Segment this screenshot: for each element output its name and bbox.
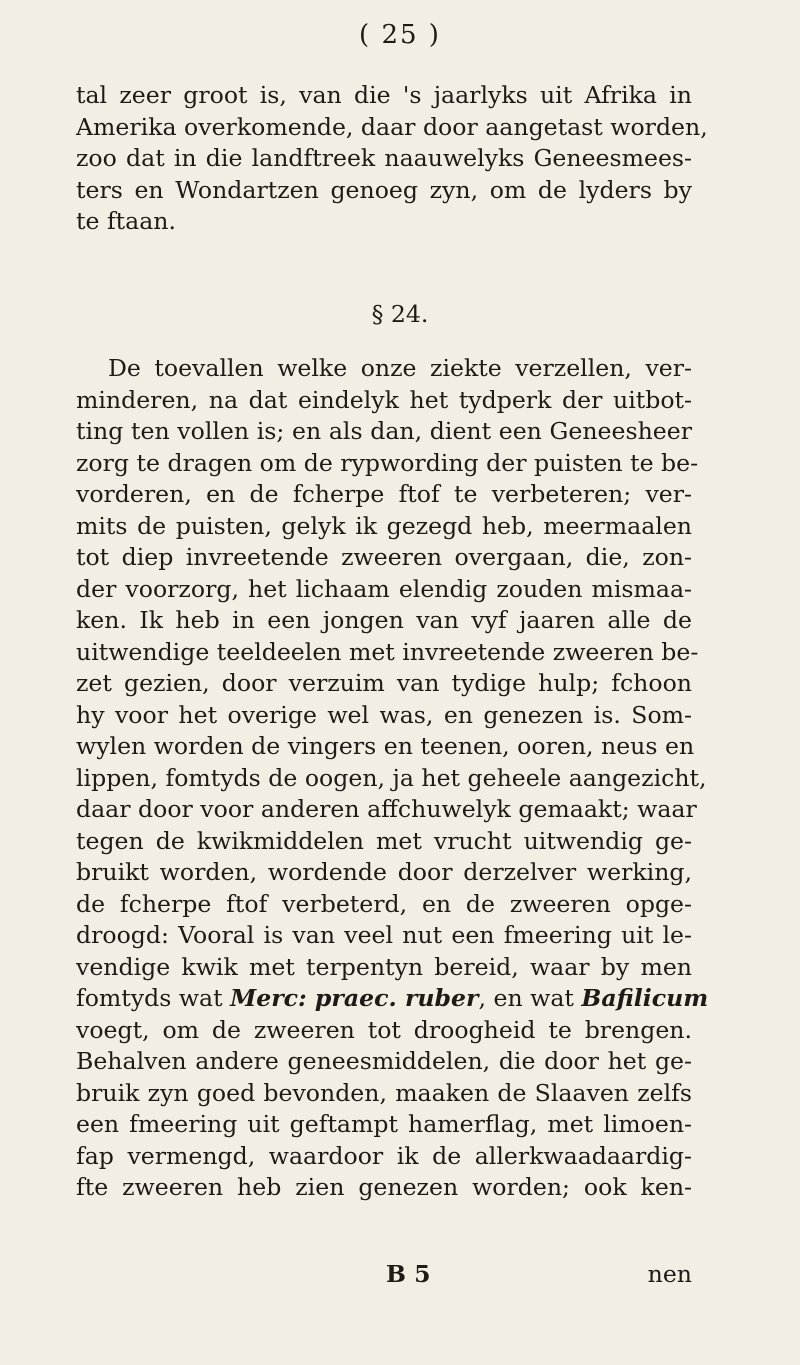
text-line: Behalven andere geneesmiddelen, die door het ge- bbox=[76, 1047, 692, 1075]
text-line: tegen de kwikmiddelen met vrucht uitwendig ge- bbox=[76, 826, 692, 855]
text-line: de fcherpe ftof verbeterd, en de zweeren opge- bbox=[76, 889, 692, 918]
page-footer bbox=[76, 1260, 692, 1292]
text-line: ters en Wondartzen genoeg zyn, om de lyders by bbox=[76, 175, 692, 204]
text-line: daar door voor anderen affchuwelyk gemaakt; waar bbox=[76, 795, 697, 823]
text-line: fap vermengd, waardoor ik de allerkwaadaardig- bbox=[76, 1141, 692, 1170]
text-line: uitwendige teeldeelen met invreetende zweeren be- bbox=[76, 637, 699, 666]
text-line: Amerika overkomende, daar door aangetast worden, bbox=[76, 112, 708, 141]
text-line: vendige kwik met terpentyn bereid, waar by men bbox=[76, 952, 692, 981]
text-line: vorderen, en de fcherpe ftof te verbeteren; ver- bbox=[76, 480, 692, 508]
text-line: zorg te dragen om de rypwording der puisten te be- bbox=[76, 448, 699, 477]
text-line: mits de puisten, gelyk ik gezegd heb, meermaalen bbox=[76, 511, 692, 540]
text-line: tot diep invreetende zweeren overgaan, die, zon- bbox=[76, 543, 692, 571]
text-line: der voorzorg, het lichaam elendig zouden mismaa- bbox=[76, 574, 692, 603]
text-line: een fmeering uit geftampt hamerflag, met limoen- bbox=[76, 1110, 692, 1138]
text-line: bruik zyn goed bevonden, maaken de Slaaven zelfs bbox=[76, 1078, 692, 1107]
signature-mark: B 5 bbox=[386, 1260, 431, 1288]
text-line: fte zweeren heb zien genezen worden; ook ken- bbox=[76, 1173, 692, 1201]
text-line: voegt, om de zweeren tot droogheid te brengen. bbox=[76, 1015, 692, 1044]
text-line: ken. Ik heb in een jongen van vyf jaaren alle de bbox=[76, 606, 692, 634]
text-fragment: fomtyds wat bbox=[76, 984, 223, 1012]
text-line: bruikt worden, wordende door derzelver werking, bbox=[76, 858, 692, 886]
text-line: minderen, na dat eindelyk het tydperk der uitbot- bbox=[76, 385, 692, 414]
italic-term-basilicum: Bafilicum bbox=[581, 984, 709, 1012]
text-line: zet gezien, door verzuim van tydige hulp; fchoon bbox=[76, 669, 692, 697]
page-number-header: ( 25 ) bbox=[359, 20, 441, 50]
text-line: hy voor het overige wel was, en genezen is. Som- bbox=[76, 700, 692, 729]
paragraph-1 bbox=[76, 80, 708, 238]
text-line: te ftaan. bbox=[76, 207, 176, 235]
paragraph-2 bbox=[76, 353, 709, 1204]
text-fragment: , en wat bbox=[478, 984, 574, 1012]
section-heading: § 24. bbox=[371, 300, 429, 328]
text-line: zoo dat in die landftreek naauwelyks Geneesmees- bbox=[76, 144, 692, 172]
text-line: tal zeer groot is, van die 's jaarlyks uit Afrika in bbox=[76, 81, 692, 109]
text-line-with-italics bbox=[76, 983, 709, 1015]
text-line: De toevallen welke onze ziekte verzellen, ver- bbox=[108, 354, 692, 382]
italic-term-merc: Merc: praec. ruber bbox=[230, 984, 479, 1012]
text-line: droogd: Vooral is van veel nut een fmeering uit le- bbox=[76, 921, 692, 949]
text-line: ting ten vollen is; en als dan, dient een Geneesheer bbox=[76, 417, 692, 445]
text-line: wylen worden de vingers en teenen, ooren, neus en bbox=[76, 732, 695, 760]
text-line: lippen, fomtyds de oogen, ja het geheele aangezicht, bbox=[76, 763, 707, 792]
catchword: nen bbox=[647, 1260, 692, 1288]
